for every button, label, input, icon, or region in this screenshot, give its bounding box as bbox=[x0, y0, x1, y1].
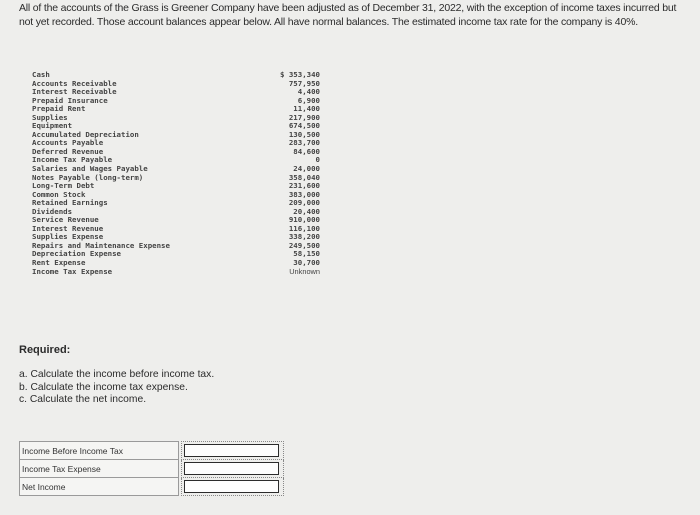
required-heading: Required: bbox=[19, 344, 71, 356]
account-amount: 757,950 bbox=[288, 78, 320, 88]
account-name: Deferred Revenue bbox=[32, 146, 104, 156]
account-name: Long-Term Debt bbox=[32, 181, 95, 191]
account-amount: 209,000 bbox=[288, 198, 320, 208]
problem-intro: All of the accounts of the Grass is Greener Company have been adjusted as of December 31, 2022, with the exception of income taxes incurred but not yet recorded. Those account balances appear below. All have normal balances. The estimated income tax rate for the company is 40%. bbox=[19, 2, 677, 28]
account-name: Supplies Expense bbox=[32, 232, 104, 242]
account-amount: 84,600 bbox=[293, 146, 320, 156]
income-tax-expense-input[interactable] bbox=[184, 462, 279, 475]
account-name: Supplies bbox=[32, 112, 68, 122]
table-row bbox=[20, 460, 284, 478]
account-name: Depreciation Expense bbox=[32, 249, 121, 259]
account-name: Retained Earnings bbox=[32, 198, 108, 208]
net-income-input[interactable] bbox=[184, 480, 279, 493]
account-amount: 338,200 bbox=[288, 232, 320, 242]
account-name: Income Tax Payable bbox=[32, 155, 113, 165]
account-name: Interest Receivable bbox=[32, 87, 117, 97]
income-before-tax-cell bbox=[182, 442, 284, 460]
required-item: a. Calculate the income before income tax. bbox=[19, 369, 215, 380]
account-name: Accounts Payable bbox=[32, 138, 104, 148]
table-row bbox=[20, 442, 284, 460]
account-amount: 30,700 bbox=[293, 258, 320, 268]
account-name: Repairs and Maintenance Expense bbox=[32, 240, 170, 250]
account-amounts-list bbox=[240, 71, 320, 276]
account-amount: 383,000 bbox=[288, 189, 320, 199]
account-amount: 130,500 bbox=[288, 129, 320, 139]
account-amount: 116,100 bbox=[288, 223, 320, 233]
account-amount: 0 bbox=[315, 155, 320, 165]
account-amount: 217,900 bbox=[288, 112, 320, 122]
required-item: b. Calculate the income tax expense. bbox=[19, 381, 188, 393]
account-name: Prepaid Insurance bbox=[32, 95, 108, 105]
account-amount: 674,500 bbox=[288, 121, 320, 131]
account-name: Accumulated Depreciation bbox=[32, 129, 139, 139]
account-amount: 249,500 bbox=[288, 240, 320, 250]
income-before-tax-input[interactable] bbox=[184, 444, 279, 457]
account-amount: 4,400 bbox=[297, 87, 320, 97]
account-name: Service Revenue bbox=[32, 215, 99, 225]
account-name: Cash bbox=[32, 70, 50, 79]
account-amount: 11,400 bbox=[293, 104, 320, 114]
account-amount: 6,900 bbox=[297, 95, 320, 105]
account-name: Common Stock bbox=[32, 189, 86, 199]
account-name: Dividends bbox=[32, 206, 73, 216]
account-amount: Unknown bbox=[289, 266, 320, 276]
account-amount: 283,700 bbox=[288, 138, 320, 148]
income-tax-expense-label: Income Tax Expense bbox=[20, 460, 179, 478]
required-item: c. Calculate the net income. bbox=[19, 394, 147, 405]
table-row bbox=[20, 478, 284, 496]
account-name: Income Tax Expense bbox=[32, 266, 113, 276]
account-amount: 910,000 bbox=[288, 215, 320, 225]
account-name: Interest Revenue bbox=[32, 223, 104, 233]
answer-table bbox=[19, 441, 284, 496]
account-amount: 24,000 bbox=[293, 164, 320, 174]
account-name: Notes Payable (long-term) bbox=[32, 172, 144, 182]
account-name: Accounts Receivable bbox=[32, 78, 117, 88]
account-name: Salaries and Wages Payable bbox=[32, 164, 148, 174]
account-amount: 20,400 bbox=[293, 206, 320, 216]
income-before-tax-label: Income Before Income Tax bbox=[20, 442, 179, 460]
account-name: Equipment bbox=[32, 121, 73, 131]
account-name: Prepaid Rent bbox=[32, 104, 86, 114]
required-list bbox=[19, 369, 214, 407]
income-tax-expense-cell bbox=[182, 460, 284, 478]
net-income-label: Net Income bbox=[20, 478, 179, 496]
account-amount: 231,600 bbox=[288, 181, 320, 191]
account-amount: 58,150 bbox=[293, 249, 320, 259]
account-amount: 358,040 bbox=[288, 172, 320, 182]
account-amount: $ 353,340 bbox=[279, 70, 320, 79]
net-income-cell bbox=[182, 478, 284, 496]
account-name: Rent Expense bbox=[32, 258, 86, 268]
